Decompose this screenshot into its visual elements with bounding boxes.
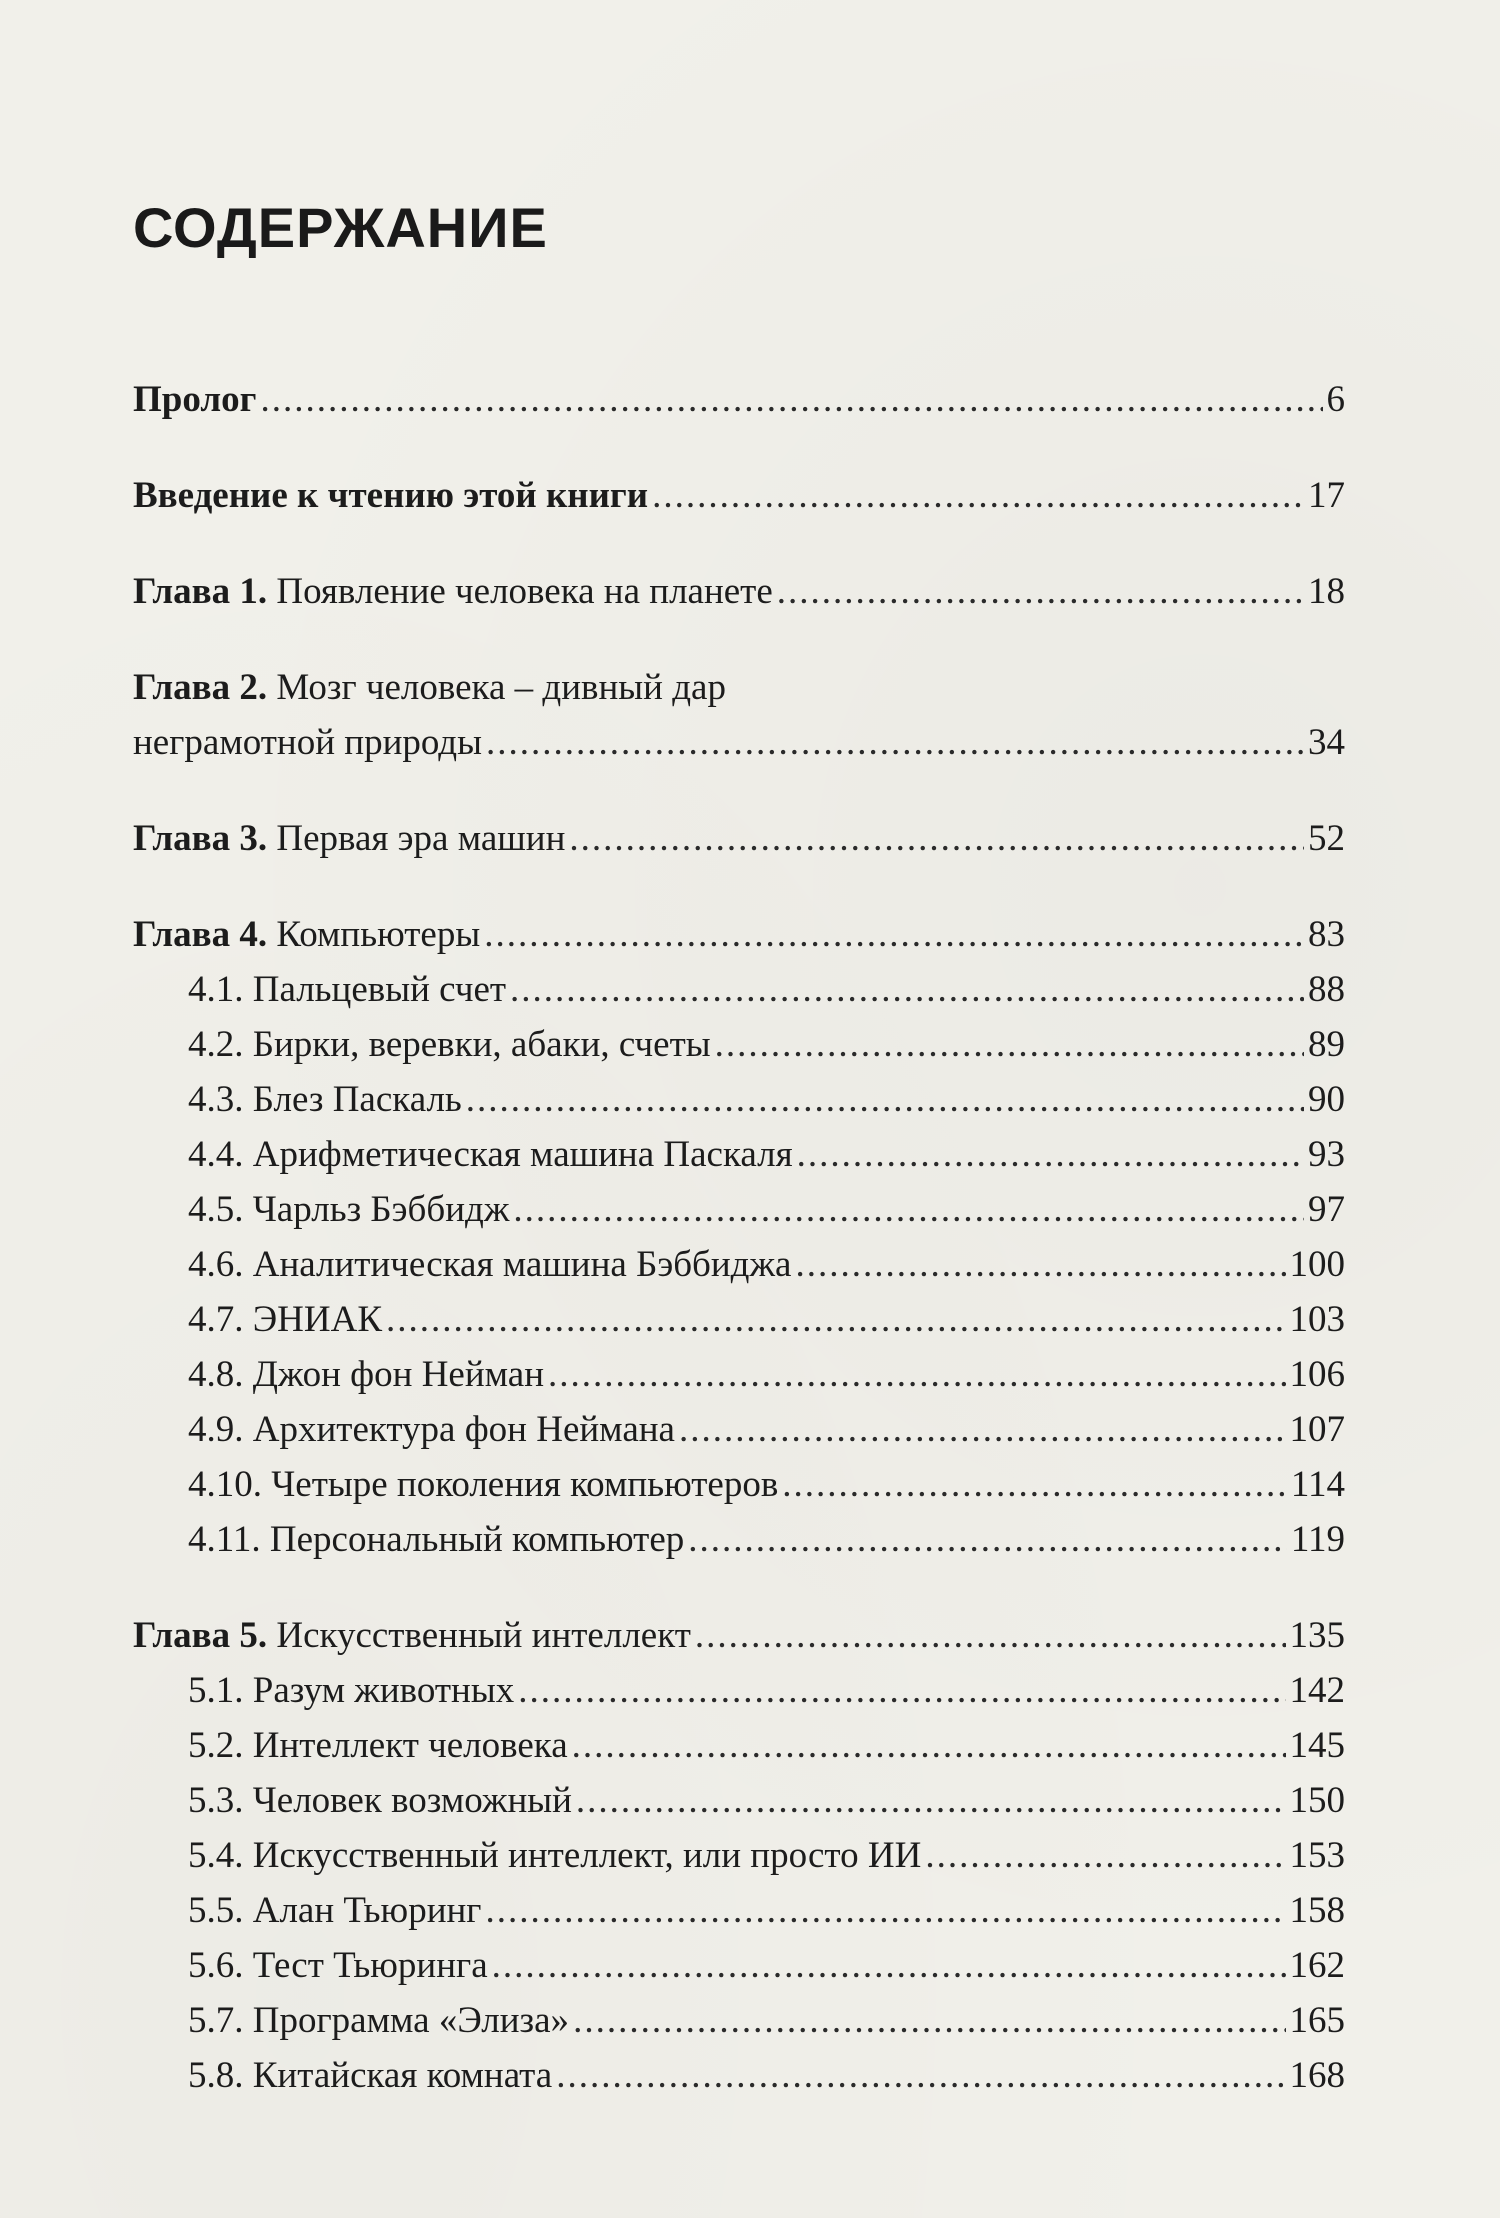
section-label: 5.1. Разум животных xyxy=(188,1670,515,1711)
toc-section-5-5[interactable] xyxy=(133,1883,1345,1938)
toc-entry-chapter-2[interactable] xyxy=(133,660,1345,770)
dot-leader xyxy=(260,372,1322,427)
toc-section-4-1[interactable] xyxy=(133,962,1345,1017)
dot-leader xyxy=(484,907,1304,962)
dot-leader xyxy=(510,962,1304,1017)
toc-section-4-10[interactable] xyxy=(133,1457,1345,1512)
section-page-number: 88 xyxy=(1308,969,1345,1010)
page-title: СОДЕРЖАНИЕ xyxy=(133,196,548,259)
section-label: 5.5. Алан Тьюринг xyxy=(188,1890,482,1931)
toc-section-4-9[interactable] xyxy=(133,1402,1345,1457)
section-page-number: 162 xyxy=(1289,1945,1345,1986)
toc-section-4-8[interactable] xyxy=(133,1347,1345,1402)
toc-page-number: 135 xyxy=(1289,1615,1345,1656)
toc-section-5-1[interactable] xyxy=(133,1663,1345,1718)
section-page-number: 145 xyxy=(1289,1725,1345,1766)
toc-page-number: 83 xyxy=(1308,914,1345,955)
toc-section-5-4[interactable] xyxy=(133,1828,1345,1883)
toc-section-5-3[interactable] xyxy=(133,1773,1345,1828)
toc-entry-chapter-3[interactable] xyxy=(133,811,1345,866)
dot-leader xyxy=(572,1718,1286,1773)
section-page-number: 153 xyxy=(1289,1835,1345,1876)
section-page-number: 103 xyxy=(1289,1299,1345,1340)
dot-leader xyxy=(492,1938,1286,1993)
toc-page-number: 34 xyxy=(1308,722,1345,763)
section-page-number: 165 xyxy=(1289,2000,1345,2041)
dot-leader xyxy=(679,1402,1286,1457)
toc-page-number: 6 xyxy=(1326,379,1345,420)
section-label: 4.4. Арифметическая машина Паскаля xyxy=(188,1134,793,1175)
section-label: 4.2. Бирки, веревки, абаки, счеты xyxy=(188,1024,711,1065)
section-label: 4.10. Четыре поколения компьютеров xyxy=(188,1464,779,1505)
section-page-number: 90 xyxy=(1308,1079,1345,1120)
chapter-prefix: Глава 4. xyxy=(133,914,268,955)
section-label: 4.6. Аналитическая машина Бэббиджа xyxy=(188,1244,792,1285)
toc-section-4-5[interactable] xyxy=(133,1182,1345,1237)
dot-leader xyxy=(466,1072,1304,1127)
dot-leader xyxy=(777,564,1304,619)
section-page-number: 168 xyxy=(1289,2055,1345,2096)
toc-entry-label: Введение к чтению этой книги xyxy=(133,475,649,516)
section-page-number: 119 xyxy=(1290,1519,1345,1560)
section-page-number: 107 xyxy=(1289,1409,1345,1450)
section-page-number: 97 xyxy=(1308,1189,1345,1230)
toc-section-5-7[interactable] xyxy=(133,1993,1345,2048)
section-label: 4.5. Чарльз Бэббидж xyxy=(188,1189,510,1230)
section-page-number: 114 xyxy=(1290,1464,1345,1505)
chapter-title-line-1: Мозг человека – дивный дар xyxy=(276,667,726,708)
toc-entry-chapter-1[interactable] xyxy=(133,564,1345,619)
section-label: 5.4. Искусственный интеллект, или просто ИИ xyxy=(188,1835,922,1876)
toc-section-4-11[interactable] xyxy=(133,1512,1345,1567)
toc-entry-prolog[interactable] xyxy=(133,372,1345,427)
section-page-number: 100 xyxy=(1289,1244,1345,1285)
dot-leader xyxy=(548,1347,1285,1402)
toc-section-4-7[interactable] xyxy=(133,1292,1345,1347)
dot-leader xyxy=(688,1512,1287,1567)
section-label: 5.2. Интеллект человека xyxy=(188,1725,568,1766)
toc-section-4-3[interactable] xyxy=(133,1072,1345,1127)
dot-leader xyxy=(573,1993,1285,2048)
chapter-prefix: Глава 3. xyxy=(133,818,268,859)
toc-entry-chapter-5[interactable] xyxy=(133,1608,1345,1663)
dot-leader xyxy=(795,1237,1285,1292)
chapter-prefix: Глава 5. xyxy=(133,1615,268,1656)
section-page-number: 142 xyxy=(1289,1670,1345,1711)
section-label: 5.7. Программа «Элиза» xyxy=(188,2000,570,2041)
dot-leader xyxy=(695,1608,1286,1663)
dot-leader xyxy=(485,1883,1285,1938)
toc-section-4-4[interactable] xyxy=(133,1127,1345,1182)
dot-leader xyxy=(652,468,1304,523)
dot-leader xyxy=(513,1182,1304,1237)
chapter-title: Компьютеры xyxy=(276,914,481,955)
dot-leader xyxy=(386,1292,1285,1347)
dot-leader xyxy=(556,2048,1285,2103)
dot-leader xyxy=(715,1017,1304,1072)
section-label: 4.8. Джон фон Нейман xyxy=(188,1354,545,1395)
dot-leader xyxy=(576,1773,1286,1828)
dot-leader xyxy=(797,1127,1304,1182)
chapter-title: Искусственный интеллект xyxy=(276,1615,691,1656)
section-page-number: 106 xyxy=(1289,1354,1345,1395)
section-label: 4.9. Архитектура фон Неймана xyxy=(188,1409,675,1450)
toc-section-4-6[interactable] xyxy=(133,1237,1345,1292)
section-label: 5.6. Тест Тьюринга xyxy=(188,1945,488,1986)
toc-entry-label: Пролог xyxy=(133,379,257,420)
toc-page-number: 52 xyxy=(1308,818,1345,859)
toc-page-number: 18 xyxy=(1308,571,1345,612)
section-page-number: 89 xyxy=(1308,1024,1345,1065)
section-label: 5.8. Китайская комната xyxy=(188,2055,553,2096)
dot-leader xyxy=(486,715,1304,770)
section-page-number: 93 xyxy=(1308,1134,1345,1175)
chapter-title-line-2: неграмотной природы xyxy=(133,722,482,763)
toc-entry-chapter-4[interactable] xyxy=(133,907,1345,962)
section-page-number: 158 xyxy=(1289,1890,1345,1931)
chapter-title: Появление человека на планете xyxy=(276,571,773,612)
toc-section-5-8[interactable] xyxy=(133,2048,1345,2103)
section-label: 5.3. Человек возможный xyxy=(188,1780,572,1821)
dot-leader xyxy=(569,811,1304,866)
section-page-number: 150 xyxy=(1289,1780,1345,1821)
toc-entry-intro[interactable] xyxy=(133,468,1345,523)
table-of-contents xyxy=(133,372,1345,2103)
section-label: 4.7. ЭНИАК xyxy=(188,1299,383,1340)
chapter-title: Первая эра машин xyxy=(276,818,566,859)
dot-leader xyxy=(925,1828,1285,1883)
chapter-prefix: Глава 2. xyxy=(133,667,268,708)
toc-section-4-2[interactable] xyxy=(133,1017,1345,1072)
section-label: 4.11. Персональный компьютер xyxy=(188,1519,685,1560)
toc-page-number: 17 xyxy=(1308,475,1345,516)
dot-leader xyxy=(782,1457,1287,1512)
dot-leader xyxy=(518,1663,1285,1718)
toc-section-5-6[interactable] xyxy=(133,1938,1345,1993)
section-label: 4.1. Пальцевый счет xyxy=(188,969,507,1010)
section-label: 4.3. Блез Паскаль xyxy=(188,1079,462,1120)
chapter-prefix: Глава 1. xyxy=(133,571,268,612)
toc-section-5-2[interactable] xyxy=(133,1718,1345,1773)
